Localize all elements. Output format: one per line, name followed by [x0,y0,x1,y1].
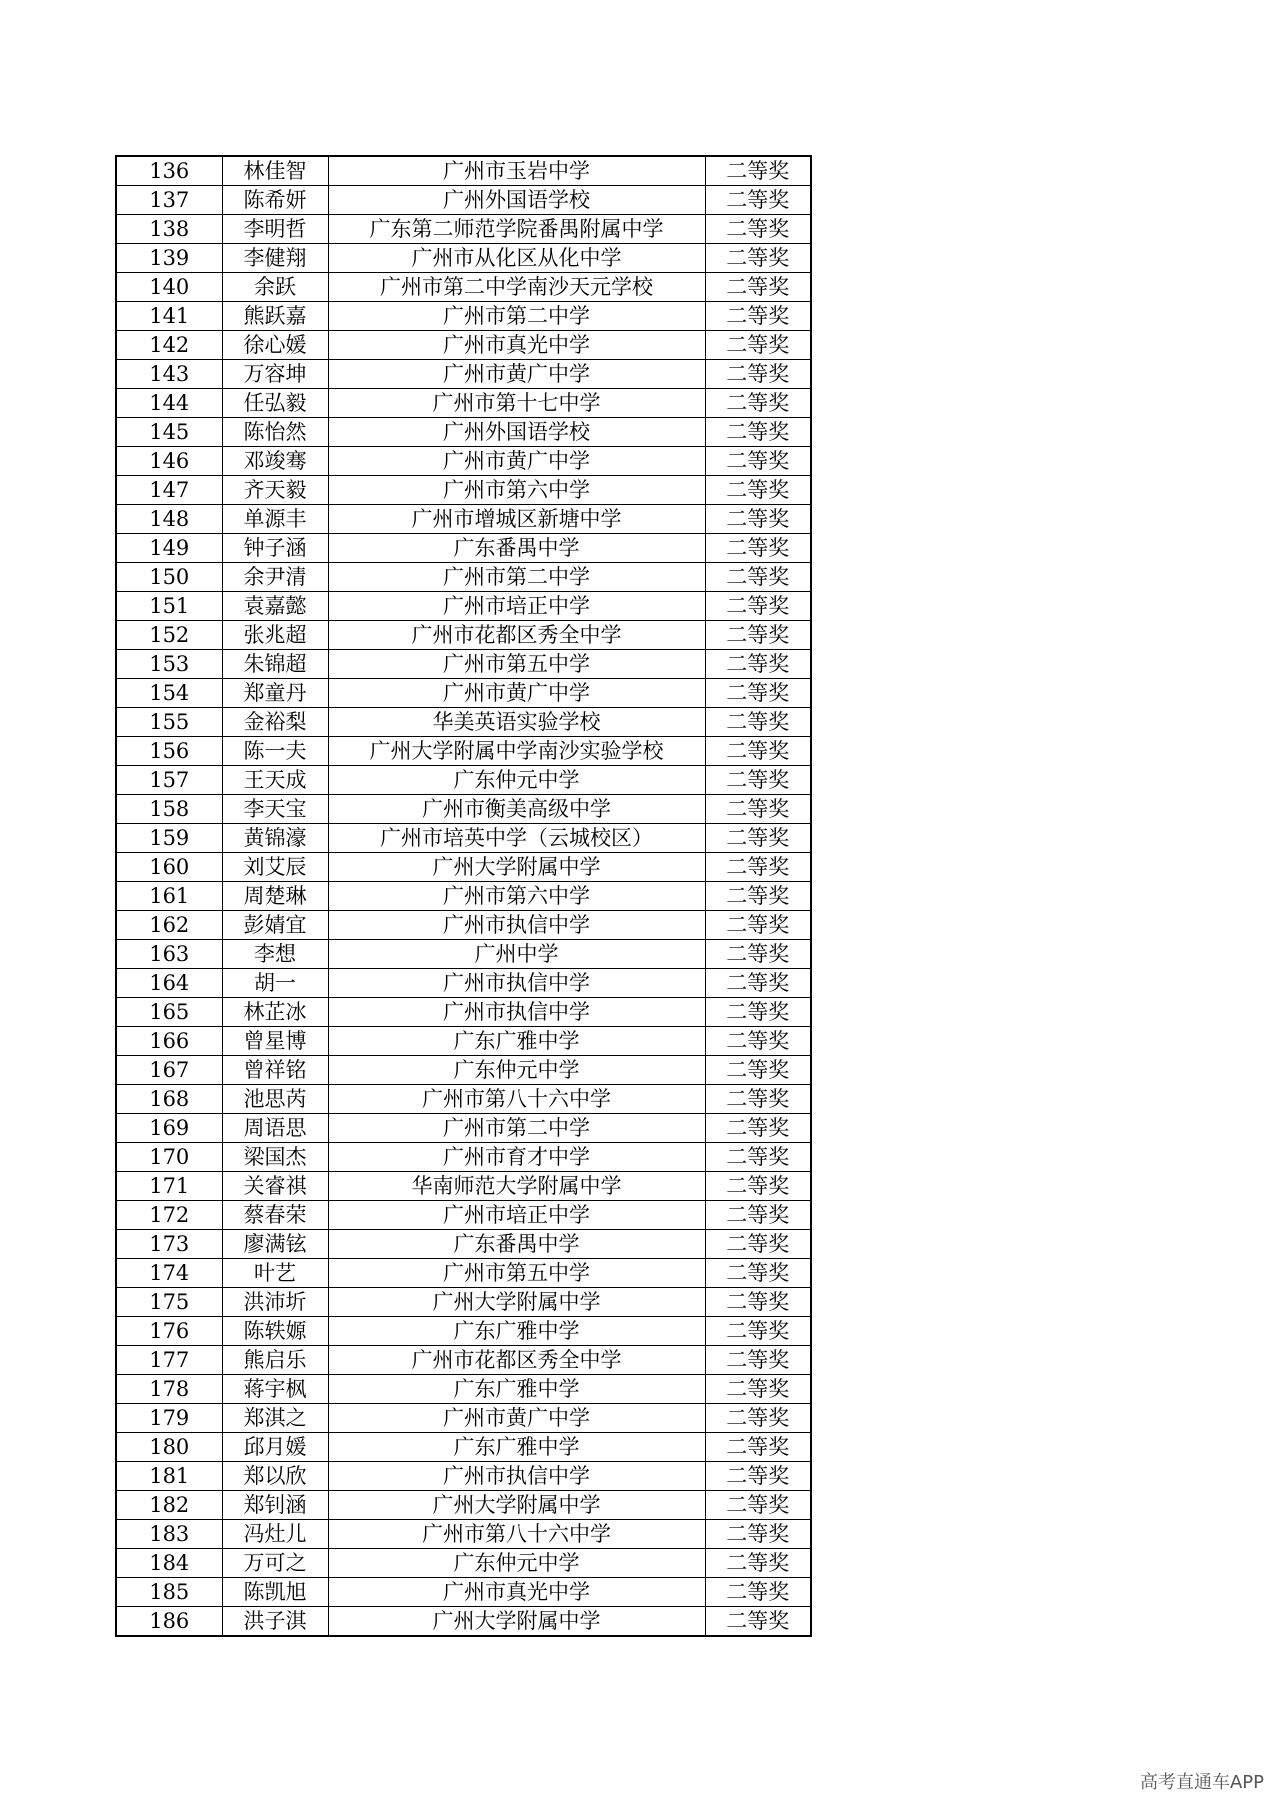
cell-name: 梁国杰 [222,1143,328,1172]
cell-school: 广州市第六中学 [328,476,705,505]
cell-name: 郑童丹 [222,679,328,708]
cell-school: 广州外国语学校 [328,186,705,215]
cell-award: 二等奖 [705,505,811,534]
cell-name: 胡一 [222,969,328,998]
table-row [116,1375,811,1404]
cell-award: 二等奖 [705,737,811,766]
cell-school: 广州市培正中学 [328,1201,705,1230]
cell-number: 170 [116,1143,222,1172]
cell-name: 余跃 [222,273,328,302]
cell-award: 二等奖 [705,156,811,186]
table-row [116,1491,811,1520]
cell-award: 二等奖 [705,302,811,331]
cell-school: 广州市第二中学 [328,302,705,331]
cell-number: 162 [116,911,222,940]
cell-award: 二等奖 [705,215,811,244]
cell-name: 陈一夫 [222,737,328,766]
cell-number: 174 [116,1259,222,1288]
table-row [116,592,811,621]
cell-school: 广州市增城区新塘中学 [328,505,705,534]
table-row [116,766,811,795]
cell-name: 朱锦超 [222,650,328,679]
table-row [116,1027,811,1056]
table-row [116,737,811,766]
table-row [116,1433,811,1462]
cell-number: 183 [116,1520,222,1549]
cell-number: 163 [116,940,222,969]
cell-number: 164 [116,969,222,998]
cell-name: 曾星博 [222,1027,328,1056]
cell-number: 150 [116,563,222,592]
table-row [116,1259,811,1288]
cell-name: 金裕梨 [222,708,328,737]
cell-number: 185 [116,1578,222,1607]
cell-number: 173 [116,1230,222,1259]
cell-award: 二等奖 [705,1346,811,1375]
cell-name: 郑淇之 [222,1404,328,1433]
cell-number: 148 [116,505,222,534]
cell-number: 176 [116,1317,222,1346]
cell-number: 165 [116,998,222,1027]
cell-award: 二等奖 [705,650,811,679]
cell-number: 168 [116,1085,222,1114]
cell-name: 李健翔 [222,244,328,273]
cell-name: 李明哲 [222,215,328,244]
cell-school: 广州市真光中学 [328,1578,705,1607]
cell-number: 138 [116,215,222,244]
cell-award: 二等奖 [705,1172,811,1201]
cell-award: 二等奖 [705,1607,811,1637]
table-row [116,1201,811,1230]
cell-number: 160 [116,853,222,882]
cell-award: 二等奖 [705,969,811,998]
cell-name: 徐心媛 [222,331,328,360]
cell-name: 齐天毅 [222,476,328,505]
cell-award: 二等奖 [705,389,811,418]
table-row [116,998,811,1027]
cell-school: 广州大学附属中学 [328,1491,705,1520]
cell-school: 华南师范大学附属中学 [328,1172,705,1201]
cell-school: 广州市执信中学 [328,998,705,1027]
cell-award: 二等奖 [705,882,811,911]
table-row [116,418,811,447]
cell-number: 141 [116,302,222,331]
cell-award: 二等奖 [705,592,811,621]
cell-name: 周语思 [222,1114,328,1143]
table-row [116,795,811,824]
cell-school: 广州市执信中学 [328,1462,705,1491]
cell-school: 广东广雅中学 [328,1375,705,1404]
cell-number: 172 [116,1201,222,1230]
cell-school: 广东番禺中学 [328,1230,705,1259]
cell-number: 182 [116,1491,222,1520]
cell-name: 蒋宇枫 [222,1375,328,1404]
cell-name: 曾祥铭 [222,1056,328,1085]
cell-number: 142 [116,331,222,360]
cell-award: 二等奖 [705,621,811,650]
table-row [116,186,811,215]
results-table [115,155,812,1637]
cell-award: 二等奖 [705,1056,811,1085]
table-row [116,331,811,360]
cell-school: 广州大学附属中学 [328,853,705,882]
cell-number: 147 [116,476,222,505]
table-row [116,1607,811,1637]
table-row [116,824,811,853]
cell-school: 广州市第十七中学 [328,389,705,418]
cell-school: 广州外国语学校 [328,418,705,447]
table-row [116,1462,811,1491]
table-row [116,1114,811,1143]
cell-name: 池思芮 [222,1085,328,1114]
table-row [116,1346,811,1375]
cell-award: 二等奖 [705,1491,811,1520]
cell-number: 159 [116,824,222,853]
cell-award: 二等奖 [705,1114,811,1143]
cell-number: 177 [116,1346,222,1375]
cell-award: 二等奖 [705,1143,811,1172]
cell-name: 黄锦濠 [222,824,328,853]
watermark-text: 高考直通车APP [1139,1772,1264,1793]
cell-name: 熊启乐 [222,1346,328,1375]
table-row [116,505,811,534]
cell-name: 周楚琳 [222,882,328,911]
cell-name: 李天宝 [222,795,328,824]
table-row [116,1317,811,1346]
cell-school: 广州市从化区从化中学 [328,244,705,273]
cell-award: 二等奖 [705,1027,811,1056]
cell-school: 广州大学附属中学 [328,1607,705,1637]
table-row [116,273,811,302]
cell-school: 广州市第五中学 [328,650,705,679]
cell-name: 张兆超 [222,621,328,650]
cell-award: 二等奖 [705,824,811,853]
cell-number: 179 [116,1404,222,1433]
table-row [116,302,811,331]
cell-award: 二等奖 [705,1549,811,1578]
cell-number: 149 [116,534,222,563]
cell-number: 178 [116,1375,222,1404]
cell-award: 二等奖 [705,1462,811,1491]
cell-name: 陈凯旭 [222,1578,328,1607]
cell-school: 广州市黄广中学 [328,679,705,708]
cell-school: 广州市黄广中学 [328,360,705,389]
cell-name: 关睿祺 [222,1172,328,1201]
cell-name: 单源丰 [222,505,328,534]
table-row [116,1549,811,1578]
table-row [116,679,811,708]
cell-number: 171 [116,1172,222,1201]
cell-award: 二等奖 [705,1317,811,1346]
table-row [116,853,811,882]
cell-award: 二等奖 [705,1259,811,1288]
cell-award: 二等奖 [705,563,811,592]
cell-name: 刘艾辰 [222,853,328,882]
cell-school: 广州市第八十六中学 [328,1520,705,1549]
cell-name: 陈轶嫄 [222,1317,328,1346]
cell-name: 万可之 [222,1549,328,1578]
cell-number: 152 [116,621,222,650]
cell-school: 广东仲元中学 [328,1549,705,1578]
cell-school: 广州市第六中学 [328,882,705,911]
cell-number: 146 [116,447,222,476]
cell-award: 二等奖 [705,1201,811,1230]
cell-school: 广州市培英中学（云城校区） [328,824,705,853]
cell-school: 广州市第八十六中学 [328,1085,705,1114]
table-row [116,911,811,940]
cell-award: 二等奖 [705,1288,811,1317]
table-row [116,563,811,592]
cell-award: 二等奖 [705,1578,811,1607]
cell-number: 186 [116,1607,222,1637]
cell-award: 二等奖 [705,447,811,476]
cell-school: 广州市黄广中学 [328,447,705,476]
cell-name: 余尹清 [222,563,328,592]
cell-number: 151 [116,592,222,621]
cell-school: 广东仲元中学 [328,1056,705,1085]
cell-name: 熊跃嘉 [222,302,328,331]
cell-award: 二等奖 [705,853,811,882]
cell-number: 161 [116,882,222,911]
cell-school: 广州市玉岩中学 [328,156,705,186]
cell-name: 王天成 [222,766,328,795]
cell-award: 二等奖 [705,1085,811,1114]
results-table-body [116,156,811,1636]
cell-school: 广东第二师范学院番禺附属中学 [328,215,705,244]
cell-award: 二等奖 [705,1230,811,1259]
cell-award: 二等奖 [705,244,811,273]
cell-name: 林芷冰 [222,998,328,1027]
cell-award: 二等奖 [705,1433,811,1462]
cell-name: 郑钊涵 [222,1491,328,1520]
table-row [116,621,811,650]
cell-name: 任弘毅 [222,389,328,418]
cell-award: 二等奖 [705,998,811,1027]
table-row [116,1404,811,1433]
cell-school: 广州市真光中学 [328,331,705,360]
table-row [116,1085,811,1114]
table-row [116,1172,811,1201]
cell-name: 彭婧宜 [222,911,328,940]
cell-name: 林佳智 [222,156,328,186]
cell-school: 广州市育才中学 [328,1143,705,1172]
table-row [116,1288,811,1317]
cell-school: 广州市第二中学南沙天元学校 [328,273,705,302]
cell-school: 广州市执信中学 [328,911,705,940]
cell-school: 广州市黄广中学 [328,1404,705,1433]
cell-number: 156 [116,737,222,766]
table-row [116,476,811,505]
cell-number: 144 [116,389,222,418]
cell-award: 二等奖 [705,186,811,215]
cell-school: 广东广雅中学 [328,1433,705,1462]
cell-name: 叶艺 [222,1259,328,1288]
cell-number: 139 [116,244,222,273]
cell-number: 137 [116,186,222,215]
cell-number: 157 [116,766,222,795]
cell-name: 廖满铉 [222,1230,328,1259]
cell-award: 二等奖 [705,1404,811,1433]
cell-school: 广州中学 [328,940,705,969]
cell-number: 145 [116,418,222,447]
cell-name: 万容坤 [222,360,328,389]
cell-award: 二等奖 [705,708,811,737]
cell-number: 184 [116,1549,222,1578]
table-row [116,1520,811,1549]
cell-award: 二等奖 [705,911,811,940]
cell-number: 166 [116,1027,222,1056]
cell-award: 二等奖 [705,1375,811,1404]
table-row [116,534,811,563]
cell-name: 陈希妍 [222,186,328,215]
table-row [116,940,811,969]
cell-number: 143 [116,360,222,389]
cell-school: 广东仲元中学 [328,766,705,795]
cell-school: 广东广雅中学 [328,1317,705,1346]
cell-name: 钟子涵 [222,534,328,563]
cell-school: 广州市衡美高级中学 [328,795,705,824]
cell-school: 广州市第二中学 [328,1114,705,1143]
cell-school: 广州市花都区秀全中学 [328,1346,705,1375]
table-row [116,1230,811,1259]
table-row [116,389,811,418]
cell-name: 邓竣骞 [222,447,328,476]
cell-name: 洪子淇 [222,1607,328,1637]
cell-award: 二等奖 [705,1520,811,1549]
cell-award: 二等奖 [705,795,811,824]
cell-number: 175 [116,1288,222,1317]
cell-award: 二等奖 [705,331,811,360]
cell-school: 广州市第五中学 [328,1259,705,1288]
cell-school: 广州市培正中学 [328,592,705,621]
table-row [116,650,811,679]
cell-school: 广州市花都区秀全中学 [328,621,705,650]
cell-name: 郑以欣 [222,1462,328,1491]
cell-award: 二等奖 [705,679,811,708]
cell-number: 180 [116,1433,222,1462]
table-row [116,360,811,389]
table-row [116,1056,811,1085]
cell-number: 167 [116,1056,222,1085]
cell-number: 158 [116,795,222,824]
cell-school: 广东广雅中学 [328,1027,705,1056]
cell-name: 冯灶儿 [222,1520,328,1549]
cell-school: 广州市第二中学 [328,563,705,592]
cell-award: 二等奖 [705,940,811,969]
table-row [116,708,811,737]
cell-number: 136 [116,156,222,186]
cell-number: 154 [116,679,222,708]
cell-award: 二等奖 [705,534,811,563]
cell-award: 二等奖 [705,766,811,795]
cell-number: 153 [116,650,222,679]
cell-school: 广州大学附属中学南沙实验学校 [328,737,705,766]
table-row [116,969,811,998]
cell-school: 广州市执信中学 [328,969,705,998]
cell-award: 二等奖 [705,476,811,505]
cell-name: 蔡春荣 [222,1201,328,1230]
table-row [116,244,811,273]
cell-number: 140 [116,273,222,302]
cell-name: 洪沛圻 [222,1288,328,1317]
table-row [116,447,811,476]
cell-award: 二等奖 [705,418,811,447]
cell-number: 169 [116,1114,222,1143]
cell-name: 李想 [222,940,328,969]
table-row [116,1143,811,1172]
table-row [116,882,811,911]
cell-number: 181 [116,1462,222,1491]
cell-name: 袁嘉懿 [222,592,328,621]
table-row [116,156,811,186]
cell-award: 二等奖 [705,360,811,389]
cell-school: 广东番禺中学 [328,534,705,563]
cell-school: 华美英语实验学校 [328,708,705,737]
cell-school: 广州大学附属中学 [328,1288,705,1317]
table-row [116,1578,811,1607]
cell-number: 155 [116,708,222,737]
table-row [116,215,811,244]
cell-name: 陈怡然 [222,418,328,447]
cell-award: 二等奖 [705,273,811,302]
cell-name: 邱月媛 [222,1433,328,1462]
